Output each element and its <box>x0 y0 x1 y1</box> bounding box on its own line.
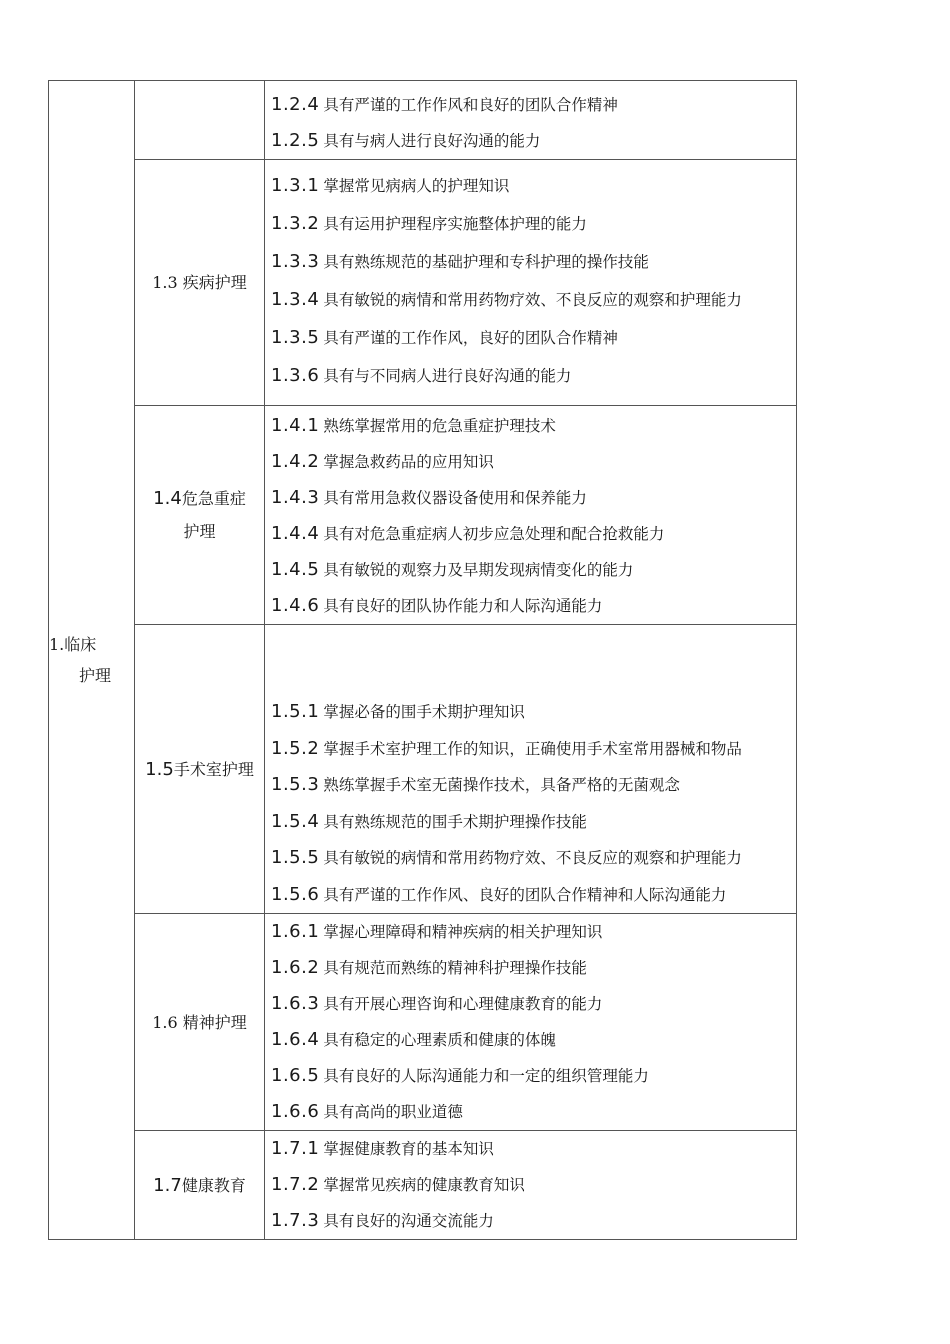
subcategory-cell-1-7 <box>135 1131 265 1240</box>
items-cell-1-4 <box>265 406 797 625</box>
subcategory-label: 精神护理 <box>182 1012 247 1032</box>
category-cell <box>49 81 135 1240</box>
section-row-1-7 <box>49 1131 797 1240</box>
subcategory-cell-1-3 <box>135 160 265 406</box>
list-item: 1.5.4 具有熟练规范的围手术期护理操作技能 <box>271 810 587 832</box>
list-item: 1.7.2 掌握常见疾病的健康教育知识 <box>271 1174 525 1195</box>
list-item: 1.6.5 具有良好的人际沟通能力和一定的组织管理能力 <box>271 1065 649 1086</box>
subcategory-number: 1.4 <box>153 488 182 509</box>
items-cell-1-3 <box>265 160 797 406</box>
subcategory-cell-1-6 <box>135 914 265 1131</box>
list-item: 1.3.2 具有运用护理程序实施整体护理的能力 <box>271 213 587 234</box>
section-row-1-2 <box>49 81 797 160</box>
list-item: 1.2.5 具有与病人进行良好沟通的能力 <box>271 130 541 151</box>
subcategory-number: 1.6 <box>152 1012 178 1032</box>
list-item: 1.5.1 掌握必备的围手术期护理知识 <box>271 701 525 722</box>
curriculum-table <box>48 80 797 1240</box>
list-item: 1.3.4 具有敏锐的病情和常用药物疗效、不良反应的观察和护理能力 <box>271 289 742 310</box>
category-label-line2: 护理 <box>79 666 112 685</box>
list-item: 1.6.2 具有规范而熟练的精神科护理操作技能 <box>271 957 587 978</box>
subcategory-cell-empty <box>135 81 265 160</box>
list-item: 1.7.1 掌握健康教育的基本知识 <box>271 1138 494 1159</box>
list-item: 1.4.3 具有常用急救仪器设备使用和保养能力 <box>271 487 587 508</box>
list-item: 1.7.3 具有良好的沟通交流能力 <box>271 1210 494 1231</box>
list-item: 1.6.1 掌握心理障碍和精神疾病的相关护理知识 <box>271 921 603 942</box>
list-item: 1.6.4 具有稳定的心理素质和健康的体魄 <box>271 1029 556 1050</box>
list-item: 1.3.6 具有与不同病人进行良好沟通的能力 <box>271 365 572 386</box>
subcategory-cell-1-5 <box>135 625 265 914</box>
subcategory-number: 1.7 <box>153 1174 182 1196</box>
subcategory-number: 1.5 <box>145 758 174 780</box>
items-cell-1-5 <box>265 625 797 914</box>
subcategory-label: 手术室护理 <box>173 759 254 779</box>
list-item: 1.3.3 具有熟练规范的基础护理和专科护理的操作技能 <box>271 251 649 272</box>
category-label-line1: 1.临床 <box>49 635 97 654</box>
list-item: 1.6.6 具有高尚的职业道德 <box>271 1101 463 1122</box>
section-row-1-3 <box>49 160 797 406</box>
list-item: 1.4.4 具有对危急重症病人初步应急处理和配合抢救能力 <box>271 523 665 544</box>
list-item: 1.4.2 掌握急救药品的应用知识 <box>271 451 494 472</box>
list-item: 1.5.5 具有敏锐的病情和常用药物疗效、不良反应的观察和护理能力 <box>271 847 742 868</box>
section-row-1-6 <box>49 914 797 1131</box>
list-item: 1.5.6 具有严谨的工作作风、良好的团队合作精神和人际沟通能力 <box>271 883 727 905</box>
section-row-1-5 <box>49 625 797 914</box>
list-item: 1.3.5 具有严谨的工作作风，良好的团队合作精神 <box>271 327 618 348</box>
subcategory-cell-1-4 <box>135 406 265 625</box>
subcategory-label: 疾病护理 <box>182 273 247 292</box>
subcategory-number: 1.3 <box>152 273 178 292</box>
list-item: 1.5.3 熟练掌握手术室无菌操作技术，具备严格的无菌观念 <box>271 774 680 795</box>
subcategory-label: 危急重症 <box>181 489 246 508</box>
items-cell-1-6 <box>265 914 797 1131</box>
list-item: 1.4.5 具有敏锐的观察力及早期发现病情变化的能力 <box>271 559 634 580</box>
list-item: 1.4.6 具有良好的团队协作能力和人际沟通能力 <box>271 595 603 616</box>
list-item: 1.6.3 具有开展心理咨询和心理健康教育的能力 <box>271 993 603 1014</box>
section-row-1-4 <box>49 406 797 625</box>
items-cell-1-2 <box>265 81 797 160</box>
subcategory-label: 健康教育 <box>181 1175 246 1195</box>
list-item: 1.2.4 具有严谨的工作作风和良好的团队合作精神 <box>271 94 618 115</box>
subcategory-label-line2: 护理 <box>183 522 216 541</box>
list-item: 1.5.2 掌握手术室护理工作的知识，正确使用手术室常用器械和物品 <box>271 737 742 759</box>
list-item: 1.3.1 掌握常见病病人的护理知识 <box>271 175 510 196</box>
items-cell-1-7 <box>265 1131 797 1240</box>
list-item: 1.4.1 熟练掌握常用的危急重症护理技术 <box>271 415 556 436</box>
